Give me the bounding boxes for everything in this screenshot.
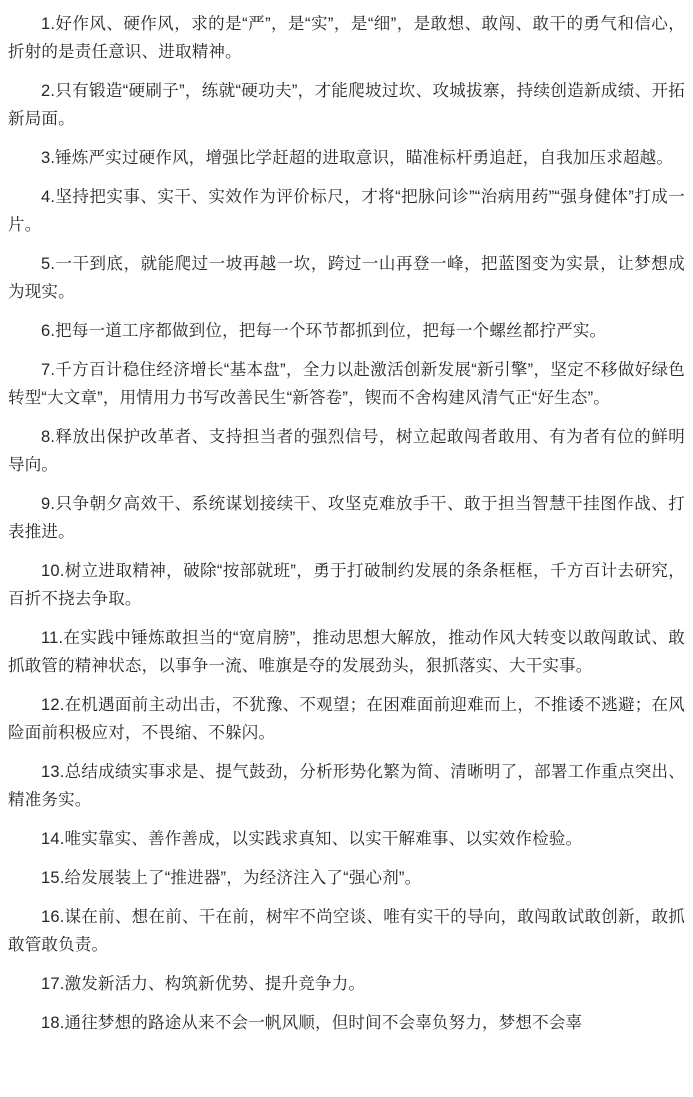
paragraph: 2.只有锻造“硬刷子”，练就“硬功夫”，才能爬坡过坎、攻城拔寨，持续创造新成绩、开拓新局面。	[8, 82, 685, 128]
paragraph: 11.在实践中锤炼敢担当的“宽肩膀”，推动思想大解放，推动作风大转变以敢闯敢试、敢抓敢管的精神状态，以事争一流、唯旗是夺的发展劲头，狠抓落实、大干实事。	[8, 629, 685, 675]
paragraph: 16.谋在前、想在前、干在前，树牢不尚空谈、唯有实干的导向，敢闯敢试敢创新，敢抓敢管敢负责。	[8, 908, 685, 954]
paragraph: 9.只争朝夕高效干、系统谋划接续干、攻坚克难放手干、敢于担当智慧干挂图作战、打表推进。	[8, 495, 685, 541]
paragraph: 3.锤炼严实过硬作风，增强比学赶超的进取意识，瞄准标杆勇追赶，自我加压求超越。	[41, 149, 674, 167]
paragraph: 1.好作风、硬作风，求的是“严”，是“实”，是“细”，是敢想、敢闯、敢干的勇气和信心，折射的是责任意识、进取精神。	[8, 15, 685, 61]
paragraph: 5.一干到底，就能爬过一坡再越一坎，跨过一山再登一峰，把蓝图变为实景，让梦想成为现实。	[8, 255, 685, 301]
paragraph: 14.唯实靠实、善作善成，以实践求真知、以实干解难事、以实效作检验。	[41, 830, 583, 848]
paragraph: 18.通往梦想的路途从来不会一帆风顺，但时间不会辜负努力，梦想不会辜	[41, 1014, 583, 1032]
paragraph: 17.激发新活力、构筑新优势、提升竞争力。	[41, 975, 366, 993]
paragraph: 10.树立进取精神，破除“按部就班”，勇于打破制约发展的条条框框，千方百计去研究，百折不挠去争取。	[8, 562, 685, 608]
paragraph: 13.总结成绩实事求是、提气鼓劲，分析形势化繁为简、清晰明了，部署工作重点突出、精准务实。	[8, 763, 685, 809]
paragraph: 8.释放出保护改革者、支持担当者的强烈信号，树立起敢闯者敢用、有为者有位的鲜明导向。	[8, 428, 685, 474]
paragraph: 4.坚持把实事、实干、实效作为评价标尺，才将“把脉问诊”“治病用药”“强身健体”打成一片。	[8, 188, 685, 234]
paragraph: 7.千方百计稳住经济增长“基本盘”，全力以赴激活创新发展“新引擎”，坚定不移做好绿色转型“大文章”，用情用力书写改善民生“新答卷”，锲而不舍构建风清气正“好生态”。	[8, 361, 685, 407]
paragraph: 12.在机遇面前主动出击，不犹豫、不观望；在困难面前迎难而上，不推诿不逃避；在风险面前积极应对，不畏缩、不躲闪。	[8, 696, 685, 742]
paragraph: 6.把每一道工序都做到位，把每一个环节都抓到位，把每一个螺丝都拧严实。	[41, 322, 607, 340]
paragraph: 15.给发展装上了“推进器”，为经济注入了“强心剂”。	[41, 869, 422, 887]
